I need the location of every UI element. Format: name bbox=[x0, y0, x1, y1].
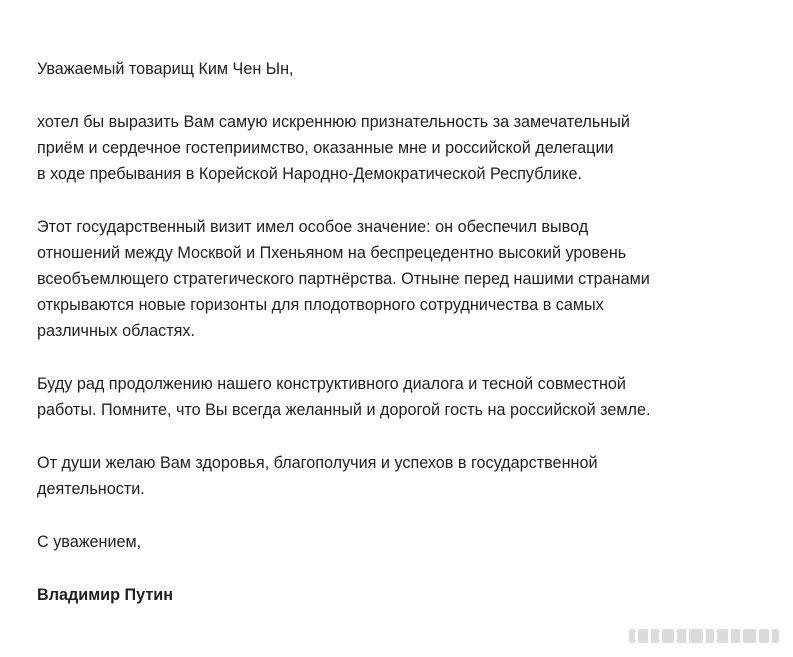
watermark-mark bbox=[772, 629, 779, 643]
watermark-mark bbox=[689, 629, 703, 643]
watermark-mark bbox=[731, 629, 740, 643]
signature-line: Владимир Путин bbox=[37, 586, 174, 604]
paragraph-line: деятельности. bbox=[37, 480, 145, 498]
paragraph-gratitude bbox=[37, 109, 757, 187]
paragraph-line: приём и сердечное гостеприимство, оказанные мне и российской делегации bbox=[37, 139, 614, 157]
paragraph-wishes bbox=[37, 450, 757, 502]
watermark-mark bbox=[677, 629, 686, 643]
watermark-mark bbox=[743, 629, 756, 643]
paragraph-line: работы. Помните, что Вы всегда желанный и дорогой гость на российской земле. bbox=[37, 401, 651, 419]
paragraph-line: От души желаю Вам здоровья, благополучия и успехов в государственной bbox=[37, 454, 598, 472]
letter-greeting bbox=[37, 56, 757, 82]
watermark-mark bbox=[706, 629, 714, 643]
watermark-mark bbox=[629, 629, 635, 643]
watermark-logo bbox=[629, 625, 779, 647]
watermark-mark bbox=[651, 629, 659, 643]
watermark-mark bbox=[717, 629, 728, 643]
watermark-mark bbox=[759, 629, 769, 643]
paragraph-line: Этот государственный визит имел особое значение: он обеспечил вывод bbox=[37, 218, 589, 236]
paragraph-line: Буду рад продолжению нашего конструктивного диалога и тесной совместной bbox=[37, 375, 626, 393]
paragraph-line: в ходе пребывания в Корейской Народно-Демократической Республике. bbox=[37, 165, 582, 183]
closing-line: С уважением, bbox=[37, 533, 142, 551]
paragraph-dialogue bbox=[37, 371, 757, 423]
letter-signature bbox=[37, 582, 757, 608]
paragraph-line: отношений между Москвой и Пхеньяном на беспрецедентно высокий уровень bbox=[37, 244, 627, 262]
paragraph-visit-significance bbox=[37, 214, 757, 344]
watermark-mark bbox=[662, 629, 674, 643]
letter-closing bbox=[37, 529, 757, 555]
watermark-mark bbox=[638, 629, 648, 643]
letter-body bbox=[37, 56, 757, 608]
paragraph-line: открываются новые горизонты для плодотворного сотрудничества в самых bbox=[37, 296, 604, 314]
paragraph-line: всеобъемлющего стратегического партнёрства. Отныне перед нашими странами bbox=[37, 270, 650, 288]
paragraph-line: хотел бы выразить Вам самую искреннюю признательность за замечательный bbox=[37, 113, 630, 131]
greeting-line: Уважаемый товарищ Ким Чен Ын, bbox=[37, 60, 294, 78]
paragraph-line: различных областях. bbox=[37, 322, 196, 340]
